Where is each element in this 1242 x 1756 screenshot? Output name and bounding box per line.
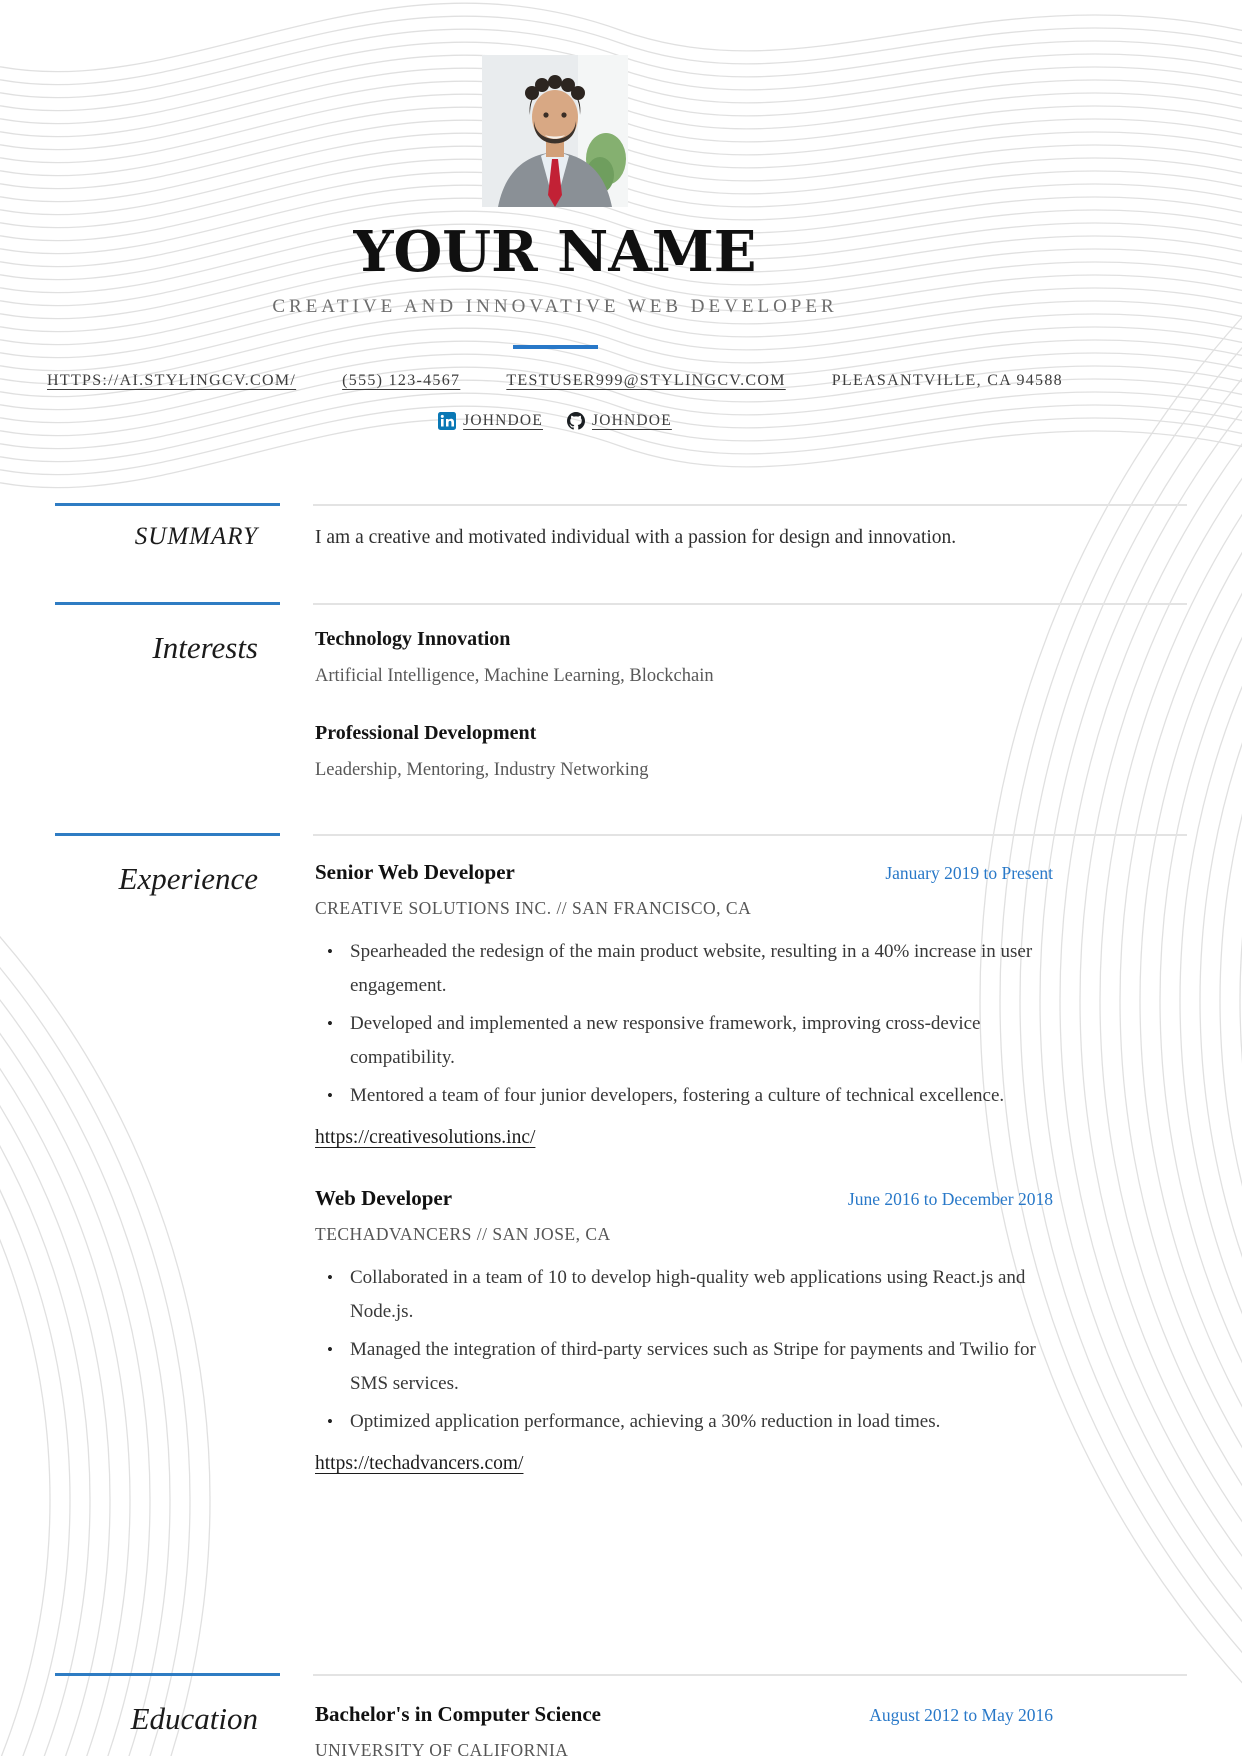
job-role: Web Developer bbox=[315, 1186, 453, 1210]
job-dates: June 2016 to December 2018 bbox=[847, 1189, 1053, 1209]
job-bullet: • Optimized application performance, achieving a 30% reduction in load times. bbox=[315, 1405, 1053, 1439]
section-divider bbox=[55, 833, 1187, 837]
company-website-link[interactable]: https://techadvancers.com/ bbox=[315, 1453, 524, 1474]
summary-section-title: SUMMARY bbox=[134, 523, 258, 550]
contact-row bbox=[0, 370, 1110, 392]
interest-details: Artificial Intelligence, Machine Learning, Blockchain bbox=[315, 666, 714, 686]
degree-title: Bachelor's in Computer Science bbox=[315, 1702, 602, 1726]
accent-divider bbox=[513, 345, 598, 349]
interest-details: Leadership, Mentoring, Industry Networking bbox=[315, 760, 649, 780]
candidate-name: YOUR NAME bbox=[353, 219, 757, 285]
job-company: CREATIVE SOLUTIONS INC. // SAN FRANCISCO, CA bbox=[315, 898, 752, 918]
section-divider bbox=[55, 1673, 1187, 1677]
github-handle[interactable]: JOHNDOE bbox=[592, 412, 672, 429]
education-dates: August 2012 to May 2016 bbox=[869, 1705, 1053, 1725]
interest-heading: Professional Development bbox=[315, 722, 537, 744]
linkedin-icon bbox=[438, 412, 456, 430]
job-entry bbox=[315, 1185, 1053, 1475]
education-section-title: Education bbox=[130, 1701, 258, 1736]
job-entry bbox=[315, 859, 1053, 1149]
candidate-title: CREATIVE AND INNOVATIVE WEB DEVELOPER bbox=[272, 296, 838, 317]
job-bullet: • Spearheaded the redesign of the main product website, resulting in a 40% increase in user engagement. bbox=[315, 935, 1053, 1003]
job-dates: January 2019 to Present bbox=[885, 863, 1053, 883]
school-name: UNIVERSITY OF CALIFORNIA bbox=[315, 1740, 569, 1756]
job-bullet: • Mentored a team of four junior developers, fostering a culture of technical excellence. bbox=[315, 1079, 1053, 1113]
summary-text: I am a creative and motivated individual with a passion for design and innovation. bbox=[315, 527, 957, 548]
profile-photo-image bbox=[482, 55, 628, 207]
section-divider bbox=[55, 503, 1187, 507]
phone-link[interactable]: (555) 123-4567 bbox=[342, 372, 461, 389]
experience-section bbox=[55, 833, 1187, 1475]
interest-heading: Technology Innovation bbox=[315, 628, 511, 650]
education-section bbox=[55, 1673, 1187, 1756]
section-divider bbox=[55, 602, 1187, 606]
summary-section bbox=[55, 503, 1187, 552]
job-role: Senior Web Developer bbox=[315, 860, 515, 884]
job-company: TECHADVANCERS // SAN JOSE, CA bbox=[315, 1224, 611, 1244]
profile-photo bbox=[482, 55, 628, 207]
job-bullet: • Developed and implemented a new responsive framework, improving cross-device compatibility. bbox=[315, 1007, 1053, 1075]
experience-section-title: Experience bbox=[118, 861, 258, 896]
location-text: PLEASANTVILLE, CA 94588 bbox=[831, 372, 1063, 389]
job-bullet: • Managed the integration of third-party services such as Stripe for payments and Twilio for SMS services. bbox=[315, 1333, 1053, 1401]
email-link[interactable]: TESTUSER999@STYLINGCV.COM bbox=[506, 372, 786, 389]
header bbox=[0, 0, 1110, 430]
job-bullets bbox=[315, 935, 1053, 1113]
linkedin-link[interactable] bbox=[438, 412, 543, 430]
website-link[interactable]: HTTPS://AI.STYLINGCV.COM/ bbox=[47, 372, 297, 389]
linkedin-handle[interactable]: JOHNDOE bbox=[463, 412, 543, 429]
job-bullet: • Collaborated in a team of 10 to develop high-quality web applications using React.js and Node.js. bbox=[315, 1261, 1053, 1329]
github-icon bbox=[567, 412, 585, 430]
github-link[interactable] bbox=[567, 412, 672, 430]
company-website-link[interactable]: https://creativesolutions.inc/ bbox=[315, 1127, 536, 1148]
interests-section-title: Interests bbox=[152, 630, 258, 665]
interests-section bbox=[55, 602, 1187, 782]
social-row bbox=[0, 412, 1110, 430]
job-bullets bbox=[315, 1261, 1053, 1439]
